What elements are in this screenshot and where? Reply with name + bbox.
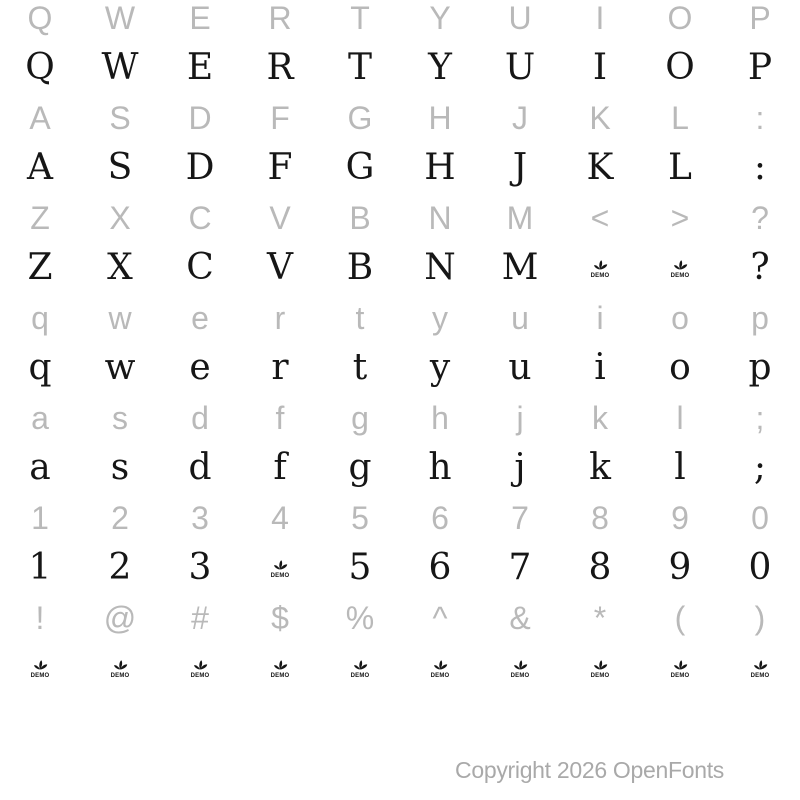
glyph-cell: Y bbox=[428, 47, 452, 88]
glyph-cell: r bbox=[271, 347, 289, 388]
glyph-cell: o bbox=[671, 300, 689, 336]
glyph-cell: : bbox=[755, 100, 765, 136]
glyph-cell: W bbox=[104, 0, 136, 36]
glyph-cell: > bbox=[670, 200, 690, 236]
glyph-cell: a bbox=[29, 447, 51, 488]
glyph-cell: J bbox=[512, 147, 528, 188]
glyph-cell: % bbox=[345, 600, 375, 636]
glyph-cell: d bbox=[191, 400, 209, 436]
glyph-cell: R bbox=[268, 0, 292, 36]
glyph-cell: e bbox=[191, 300, 209, 336]
glyph-cell: g bbox=[348, 447, 372, 488]
glyph-cell: I bbox=[592, 47, 608, 88]
demo-glyph-cell bbox=[560, 243, 640, 293]
glyph-cell: P bbox=[749, 0, 771, 36]
glyph-cell: A bbox=[29, 100, 51, 136]
demo-glyph-label: DEMO bbox=[750, 672, 770, 679]
demo-glyph-cell bbox=[640, 643, 720, 693]
glyph-cell: j bbox=[516, 400, 524, 436]
glyph-cell: u bbox=[511, 300, 529, 336]
glyph-cell: K bbox=[589, 100, 611, 136]
glyph-cell: L bbox=[671, 100, 689, 136]
glyph-cell: h bbox=[431, 400, 449, 436]
glyph-cell: C bbox=[188, 200, 212, 236]
glyph-cell: y bbox=[432, 300, 448, 336]
glyph-cell: : bbox=[753, 147, 767, 188]
demo-glyph-label: DEMO bbox=[670, 272, 690, 279]
glyph-cell: E bbox=[186, 47, 214, 88]
glyph-cell: 9 bbox=[668, 547, 692, 588]
demo-glyph-label: DEMO bbox=[670, 672, 690, 679]
glyph-cell: R bbox=[266, 47, 294, 88]
demo-glyph-icon bbox=[748, 657, 772, 680]
glyph-cell: l bbox=[674, 447, 686, 488]
glyph-cell: 2 bbox=[111, 500, 129, 536]
demo-splash-petals bbox=[593, 260, 608, 271]
glyph-cell: S bbox=[109, 100, 131, 136]
demo-splash-petals bbox=[513, 660, 528, 671]
glyph-cell: L bbox=[668, 147, 692, 188]
glyph-cell: @ bbox=[103, 600, 137, 636]
glyph-cell: s bbox=[112, 400, 128, 436]
demo-glyph-label: DEMO bbox=[270, 572, 290, 579]
glyph-cell: 3 bbox=[191, 500, 209, 536]
demo-splash-petals bbox=[193, 660, 208, 671]
glyph-cell: 5 bbox=[351, 500, 369, 536]
glyph-cell: f bbox=[275, 400, 285, 436]
glyph-cell: U bbox=[508, 0, 532, 36]
demo-splash-petals bbox=[353, 660, 368, 671]
demo-glyph-label: DEMO bbox=[110, 672, 130, 679]
glyph-cell: S bbox=[107, 147, 133, 188]
glyph-cell: h bbox=[428, 447, 452, 488]
demo-splash-petals bbox=[273, 560, 288, 571]
glyph-cell: D bbox=[188, 100, 212, 136]
glyph-cell: & bbox=[509, 600, 531, 636]
demo-splash-petals bbox=[433, 660, 448, 671]
glyph-cell: J bbox=[512, 100, 528, 136]
glyph-cell: s bbox=[110, 447, 130, 488]
glyph-cell: w bbox=[104, 347, 136, 388]
glyph-cell: I bbox=[595, 0, 605, 36]
glyph-cell: O bbox=[665, 47, 695, 88]
demo-glyph-label: DEMO bbox=[30, 672, 50, 679]
glyph-cell: * bbox=[593, 600, 607, 636]
demo-splash-petals bbox=[593, 660, 608, 671]
demo-glyph-icon bbox=[508, 657, 532, 680]
glyph-cell: r bbox=[274, 300, 286, 336]
demo-splash-petals bbox=[273, 660, 288, 671]
glyph-cell: 7 bbox=[508, 547, 532, 588]
glyph-cell: M bbox=[501, 247, 539, 288]
glyph-cell: $ bbox=[271, 600, 289, 636]
demo-glyph-icon bbox=[268, 557, 292, 580]
glyph-cell: y bbox=[429, 347, 451, 388]
demo-glyph-icon bbox=[28, 657, 52, 680]
glyph-cell: o bbox=[669, 347, 691, 388]
demo-splash-petals bbox=[673, 260, 688, 271]
glyph-cell: t bbox=[355, 300, 365, 336]
glyph-cell: w bbox=[108, 300, 132, 336]
glyph-cell: 8 bbox=[588, 547, 612, 588]
demo-glyph-icon bbox=[668, 257, 692, 280]
glyph-cell: Z bbox=[30, 200, 50, 236]
demo-glyph-cell bbox=[0, 643, 80, 693]
glyph-cell: a bbox=[31, 400, 49, 436]
glyph-cell: W bbox=[101, 47, 139, 88]
glyph-cell: E bbox=[189, 0, 211, 36]
glyph-cell: 0 bbox=[751, 500, 769, 536]
glyph-cell: ? bbox=[750, 247, 770, 288]
demo-splash-petals bbox=[33, 660, 48, 671]
glyph-cell: X bbox=[107, 247, 133, 288]
demo-glyph-icon bbox=[108, 657, 132, 680]
glyph-cell: p bbox=[748, 347, 772, 388]
demo-glyph-cell bbox=[400, 643, 480, 693]
demo-splash-petals bbox=[753, 660, 768, 671]
glyph-cell: H bbox=[428, 100, 452, 136]
glyph-cell: k bbox=[592, 400, 608, 436]
glyph-cell: q bbox=[31, 300, 49, 336]
glyph-cell: V bbox=[269, 200, 291, 236]
demo-splash-petals bbox=[673, 660, 688, 671]
glyph-cell: 8 bbox=[591, 500, 609, 536]
glyph-cell: Z bbox=[27, 247, 53, 288]
glyph-cell: j bbox=[514, 447, 526, 488]
glyph-cell: 0 bbox=[748, 547, 772, 588]
demo-glyph-label: DEMO bbox=[430, 672, 450, 679]
glyph-cell: e bbox=[189, 347, 211, 388]
demo-glyph-icon bbox=[428, 657, 452, 680]
glyph-cell: F bbox=[270, 100, 290, 136]
glyph-cell: l bbox=[676, 400, 684, 436]
demo-glyph-icon bbox=[268, 657, 292, 680]
glyph-cell: d bbox=[188, 447, 212, 488]
glyph-cell: 1 bbox=[31, 500, 49, 536]
glyph-cell: u bbox=[508, 347, 532, 388]
glyph-cell: H bbox=[424, 147, 456, 188]
glyph-cell: f bbox=[273, 447, 287, 488]
glyph-cell: T bbox=[347, 47, 372, 88]
demo-glyph-cell bbox=[240, 543, 320, 593]
glyph-cell: 2 bbox=[108, 547, 132, 588]
glyph-cell: 7 bbox=[511, 500, 529, 536]
glyph-cell: T bbox=[350, 0, 370, 36]
demo-splash-petals bbox=[113, 660, 128, 671]
glyph-cell: G bbox=[347, 100, 373, 136]
glyph-cell: 9 bbox=[671, 500, 689, 536]
glyph-cell: P bbox=[747, 47, 773, 88]
glyph-cell: B bbox=[349, 200, 371, 236]
glyph-cell: ; bbox=[755, 400, 765, 436]
glyph-cell: U bbox=[504, 47, 536, 88]
demo-glyph-cell bbox=[240, 643, 320, 693]
copyright-text: Copyright 2026 OpenFonts bbox=[455, 757, 724, 783]
glyph-cell: 1 bbox=[28, 547, 52, 588]
glyph-cell: k bbox=[589, 447, 611, 488]
glyph-cell: V bbox=[267, 247, 293, 288]
glyph-cell: i bbox=[596, 300, 604, 336]
demo-glyph-label: DEMO bbox=[510, 672, 530, 679]
glyph-cell: N bbox=[428, 200, 452, 236]
glyph-cell: p bbox=[751, 300, 769, 336]
glyph-cell: G bbox=[345, 147, 375, 188]
glyph-cell: 3 bbox=[188, 547, 212, 588]
glyph-cell: g bbox=[351, 400, 369, 436]
glyph-cell: A bbox=[27, 147, 53, 188]
glyph-cell: C bbox=[186, 247, 214, 288]
glyph-cell: ^ bbox=[432, 600, 448, 636]
demo-glyph-cell bbox=[640, 243, 720, 293]
demo-glyph-icon bbox=[588, 257, 612, 280]
glyph-cell: t bbox=[352, 347, 368, 388]
demo-glyph-cell bbox=[80, 643, 160, 693]
glyph-cell: ? bbox=[751, 200, 769, 236]
glyph-cell: B bbox=[346, 247, 374, 288]
glyph-cell: ( bbox=[674, 600, 686, 636]
demo-glyph-cell bbox=[560, 643, 640, 693]
glyph-cell: 6 bbox=[428, 547, 452, 588]
demo-glyph-cell bbox=[320, 643, 400, 693]
glyph-cell: D bbox=[185, 147, 215, 188]
demo-glyph-label: DEMO bbox=[190, 672, 210, 679]
glyph-cell: < bbox=[590, 200, 610, 236]
glyph-cell: O bbox=[667, 0, 693, 36]
glyph-cell: ! bbox=[35, 600, 45, 636]
glyph-cell: ; bbox=[753, 447, 767, 488]
glyph-cell: X bbox=[109, 200, 131, 236]
demo-glyph-cell bbox=[720, 643, 800, 693]
demo-glyph-label: DEMO bbox=[270, 672, 290, 679]
glyph-cell: q bbox=[28, 347, 52, 388]
demo-glyph-label: DEMO bbox=[590, 672, 610, 679]
glyph-cell: # bbox=[191, 600, 209, 636]
demo-glyph-icon bbox=[668, 657, 692, 680]
demo-glyph-cell bbox=[480, 643, 560, 693]
glyph-cell: Q bbox=[25, 47, 55, 88]
glyph-cell: 6 bbox=[431, 500, 449, 536]
glyph-cell: 5 bbox=[348, 547, 372, 588]
glyph-cell: ) bbox=[754, 600, 766, 636]
demo-glyph-icon bbox=[188, 657, 212, 680]
glyph-cell: F bbox=[267, 147, 293, 188]
glyph-cell: M bbox=[506, 200, 534, 236]
demo-glyph-icon bbox=[348, 657, 372, 680]
glyph-cell: i bbox=[594, 347, 606, 388]
demo-glyph-icon bbox=[588, 657, 612, 680]
glyph-cell: Q bbox=[27, 0, 53, 36]
glyph-cell: 4 bbox=[271, 500, 289, 536]
glyph-cell: N bbox=[424, 247, 456, 288]
glyph-cell: Y bbox=[429, 0, 451, 36]
demo-glyph-label: DEMO bbox=[590, 272, 610, 279]
demo-glyph-cell bbox=[160, 643, 240, 693]
glyph-cell: K bbox=[586, 147, 614, 188]
demo-glyph-label: DEMO bbox=[350, 672, 370, 679]
